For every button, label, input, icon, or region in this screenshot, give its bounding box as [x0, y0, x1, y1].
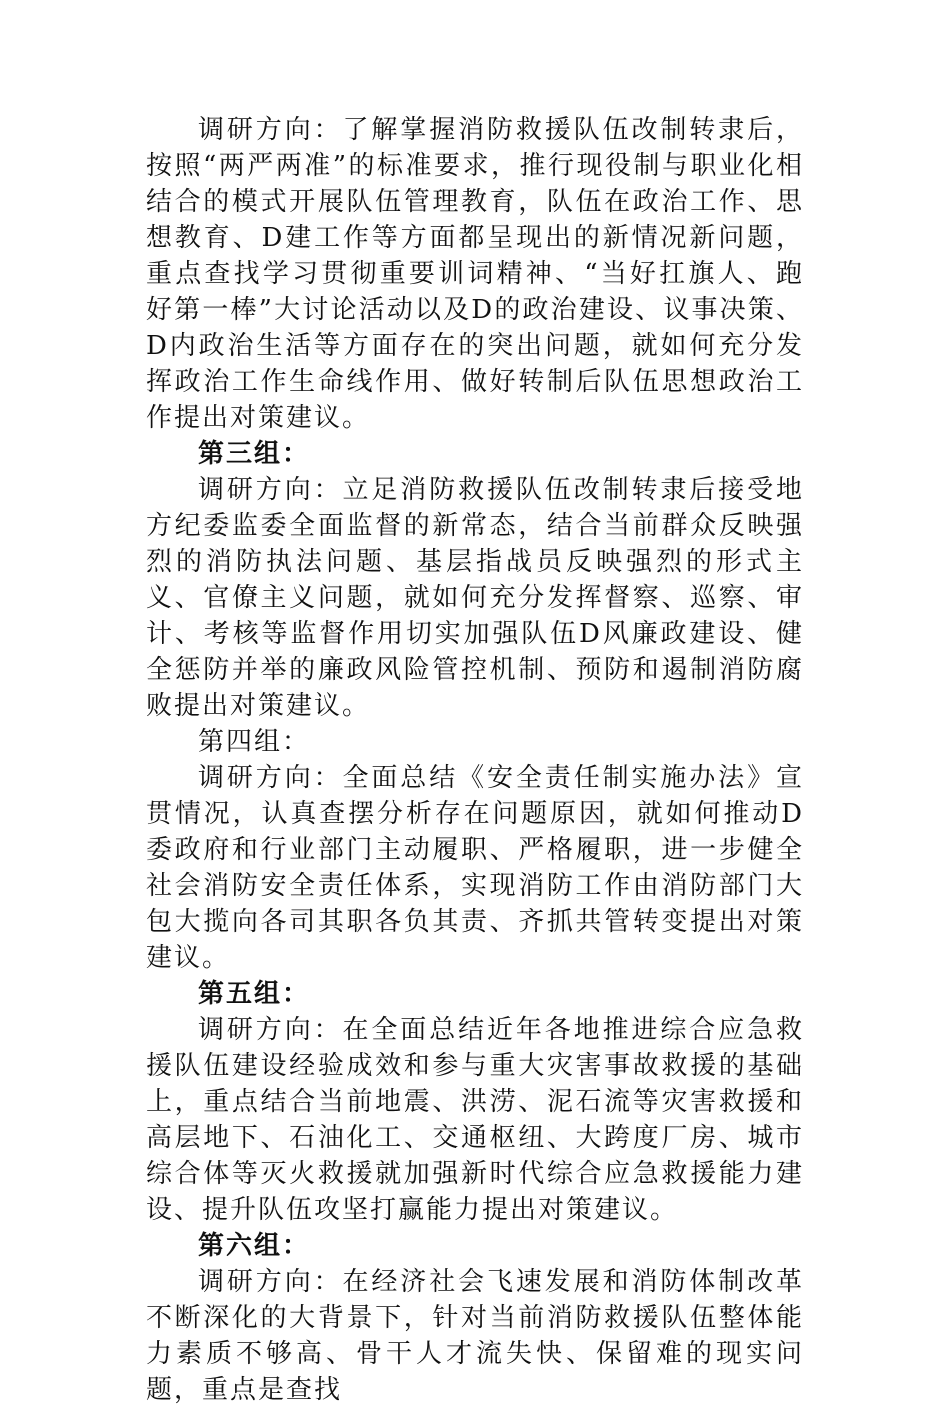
- paragraph-group-5-direction: 调研方向：在全面总结近年各地推进综合应急救援队伍建设经验成效和参与重大灾害事故救援的基础上，重点结合当前地震、洪涝、泥石流等灾害救援和高层地下、石油化工、交通枢纽、大跨度厂房、城市综合体等灭火救援就加强新时代综合应急救援能力建设、提升队伍攻坚打赢能力提出对策建议。: [146, 1015, 804, 1225]
- paragraph-group-4-direction: 调研方向：全面总结《安全责任制实施办法》宣贯情况，认真查摆分析存在问题原因，就如何推动D委政府和行业部门主动履职、严格履职，进一步健全社会消防安全责任体系，实现消防工作由消防部门大包大揽向各司其职各负其责、齐抓共管转变提出对策建议。: [146, 763, 804, 973]
- document-body: [146, 112, 804, 1408]
- paragraph-group-6-direction: 调研方向：在经济社会飞速发展和消防体制改革不断深化的大背景下，针对当前消防救援队伍整体能力素质不够高、骨干人才流失快、保留难的现实问题，重点是查找: [146, 1267, 804, 1405]
- heading-group-4: 第四组：: [198, 727, 311, 757]
- paragraph-group-2-direction: 调研方向：了解掌握消防救援队伍改制转隶后，按照“两严两准”的标准要求，推行现役制与职业化相结合的模式开展队伍管理教育，队伍在政治工作、思想教育、D建工作等方面都呈现出的新情况新问题，重点查找学习贯彻重要训词精神、“当好扛旗人、跑好第一棒”大讨论活动以及D的政治建设、议事决策、D内政治生活等方面存在的突出问题，就如何充分发挥政治工作生命线作用、做好转制后队伍思想政治工作提出对策建议。: [146, 115, 804, 433]
- heading-group-6: 第六组：: [198, 1231, 311, 1261]
- paragraph-group-3-direction: 调研方向：立足消防救援队伍改制转隶后接受地方纪委监委全面监督的新常态，结合当前群众反映强烈的消防执法问题、基层指战员反映强烈的形式主义、官僚主义问题，就如何充分发挥督察、巡察、审计、考核等监督作用切实加强队伍D风廉政建设、健全惩防并举的廉政风险管控机制、预防和遏制消防腐败提出对策建议。: [146, 475, 804, 721]
- heading-group-5: 第五组：: [198, 979, 311, 1009]
- heading-group-3: 第三组：: [198, 439, 311, 469]
